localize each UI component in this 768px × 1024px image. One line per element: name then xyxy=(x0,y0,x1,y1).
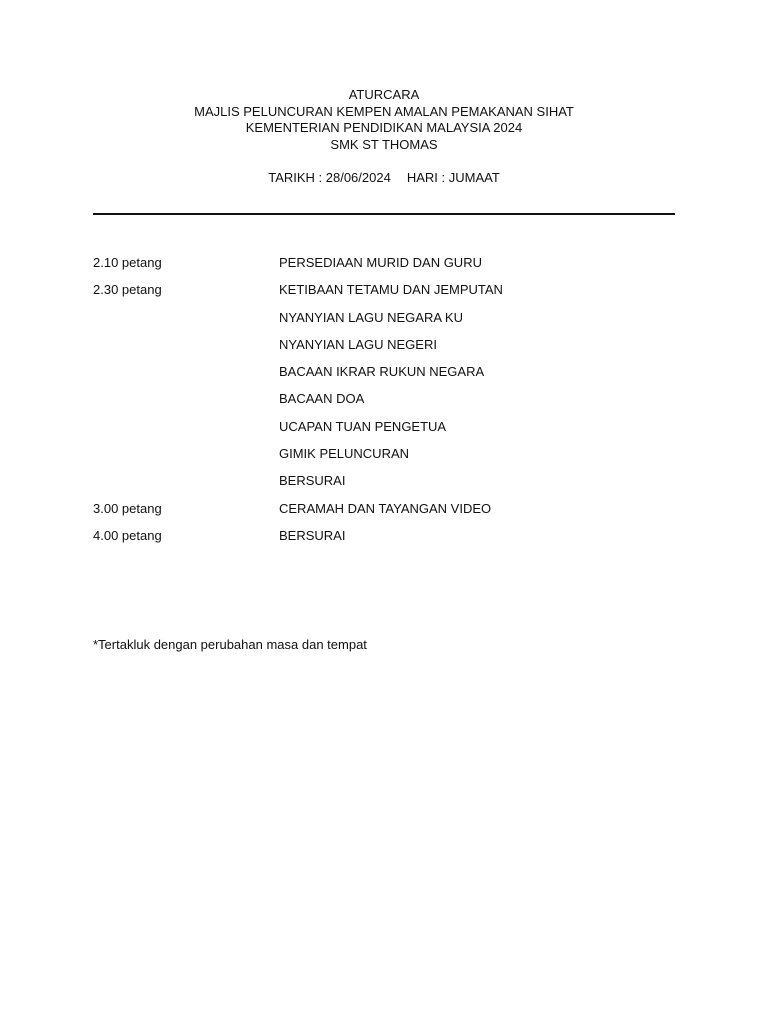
date-day-line xyxy=(0,170,768,185)
schedule-row xyxy=(93,501,675,528)
schedule-activity: GIMIK PELUNCURAN xyxy=(279,446,410,462)
heading-title: ATURCARA xyxy=(348,87,420,102)
schedule-activity: BERSURAI xyxy=(279,473,346,489)
schedule-activity: KETIBAAN TETAMU DAN JEMPUTAN xyxy=(279,282,503,298)
schedule-time: 2.10 petang xyxy=(93,255,162,270)
schedule-activity: NYANYIAN LAGU NEGERI xyxy=(279,336,437,352)
document-heading xyxy=(0,87,768,153)
schedule-activity: CERAMAH DAN TAYANGAN VIDEO xyxy=(279,500,492,516)
date-text: TARIKH : 28/06/2024 xyxy=(268,170,391,185)
heading-school: SMK ST THOMAS xyxy=(330,136,438,152)
schedule-row xyxy=(93,419,675,446)
heading-event-name: MAJLIS PELUNCURAN KEMPEN AMALAN PEMAKANAN SIHAT xyxy=(194,103,574,119)
schedule-list xyxy=(93,255,675,555)
day-text: HARI : JUMAAT xyxy=(406,170,500,185)
schedule-row xyxy=(93,282,675,309)
schedule-activity: UCAPAN TUAN PENGETUA xyxy=(279,418,447,434)
schedule-row xyxy=(93,310,675,337)
schedule-row xyxy=(93,528,675,555)
horizontal-rule xyxy=(93,213,675,215)
schedule-activity: BACAAN DOA xyxy=(279,391,365,407)
schedule-activity: PERSEDIAAN MURID DAN GURU xyxy=(279,255,482,270)
schedule-row xyxy=(93,364,675,391)
footnote: *Tertakluk dengan perubahan masa dan tempat xyxy=(93,637,367,652)
schedule-time: 4.00 petang xyxy=(93,527,162,543)
schedule-activity: BACAAN IKRAR RUKUN NEGARA xyxy=(279,364,485,380)
schedule-row xyxy=(93,255,675,282)
schedule-time: 3.00 petang xyxy=(93,500,162,516)
schedule-activity: BERSURAI xyxy=(279,527,346,543)
schedule-row xyxy=(93,337,675,364)
schedule-row xyxy=(93,446,675,473)
schedule-time: 2.30 petang xyxy=(93,282,162,298)
heading-ministry: KEMENTERIAN PENDIDIKAN MALAYSIA 2024 xyxy=(245,120,523,135)
schedule-row xyxy=(93,391,675,418)
schedule-row xyxy=(93,473,675,500)
schedule-activity: NYANYIAN LAGU NEGARA KU xyxy=(279,309,463,325)
